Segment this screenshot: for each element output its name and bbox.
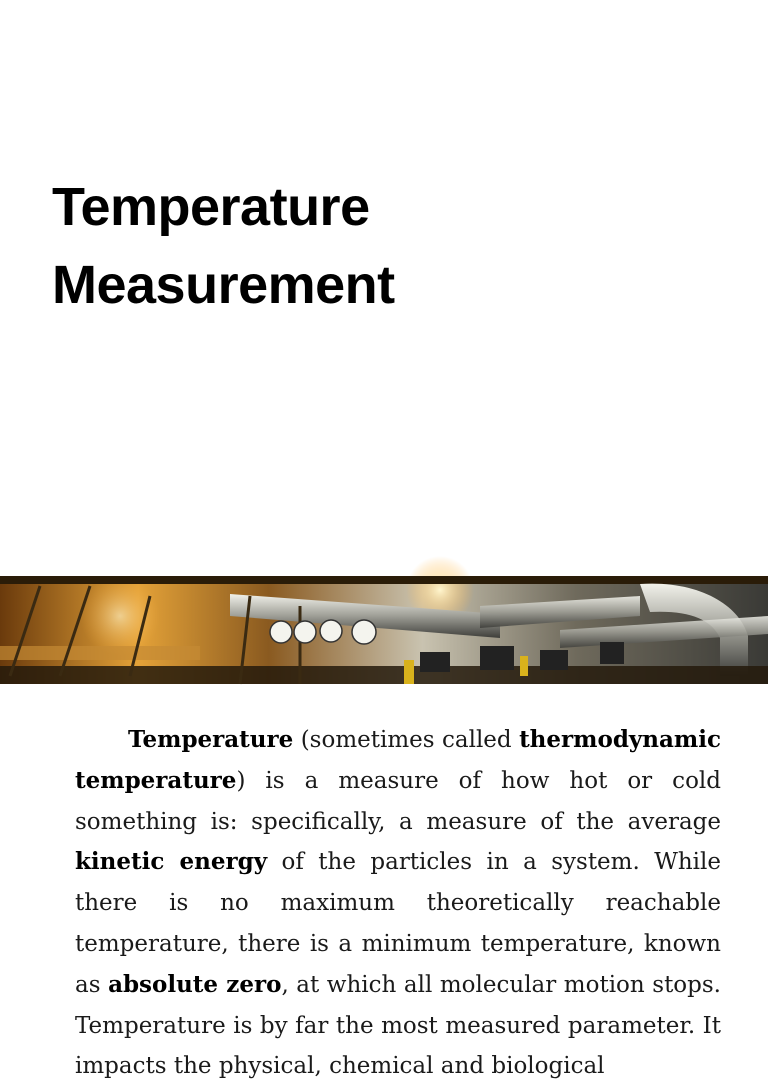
keyword-temperature: Temperature: [128, 726, 294, 753]
keyword-absolute-zero: absolute zero: [108, 970, 282, 998]
industrial-pipes-image: [0, 576, 768, 684]
page-title: [52, 168, 395, 324]
title-line-2: Measurement: [52, 255, 395, 315]
text-segment-3: of the particles in a system. While there is no maximum theoretically reachable temperature, there is a minimum temperature, known as: [75, 849, 721, 998]
text-segment-1: (sometimes called: [293, 727, 520, 753]
text-segment-4: , at which all molecular motion stops. Temperature is by far the most measured parameter. It impacts the physical, chemical and biological: [75, 971, 721, 1080]
title-line-1: Temperature: [52, 177, 370, 237]
body-paragraph: [75, 720, 721, 1087]
keyword-thermodynamic-temperature: thermodynamic temperature: [75, 726, 721, 794]
text-segment-2: ) is a measure of how hot or cold something is: specifically, a measure of the average: [75, 767, 721, 835]
keyword-kinetic-energy: kinetic energy: [75, 848, 268, 876]
